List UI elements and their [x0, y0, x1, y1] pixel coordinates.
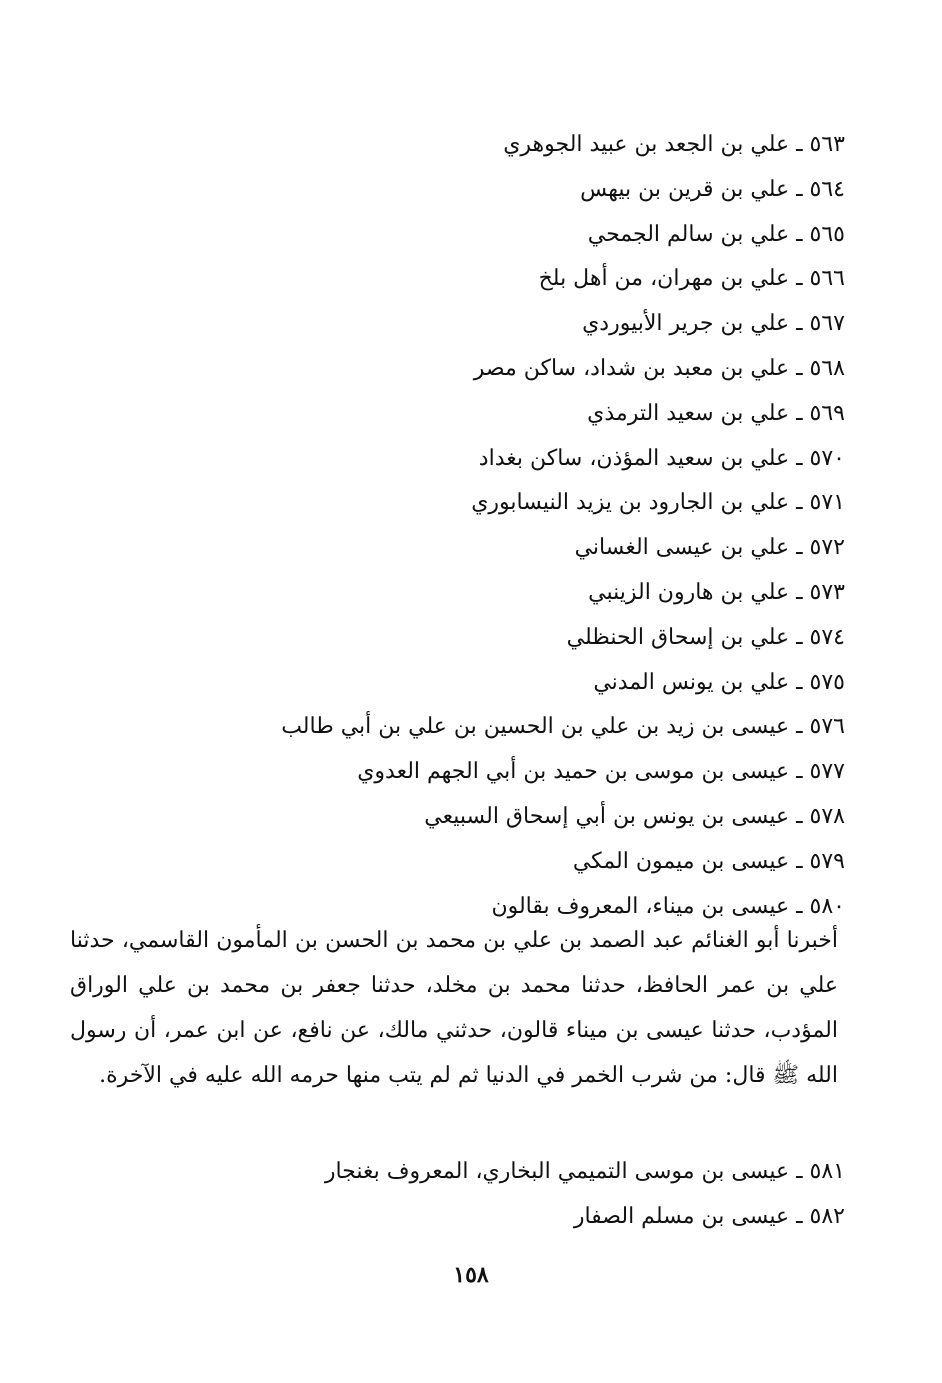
- list-item: ٥٨٠ ـ عيسى بن ميناء، المعروف بقالون: [491, 893, 845, 919]
- entries-list-continued: [65, 1150, 845, 1240]
- list-item: ٥٧٥ ـ علي بن يونس المدني: [593, 669, 845, 695]
- list-item: ٥٧٣ ـ علي بن هارون الزينبي: [588, 579, 845, 605]
- list-item: ٥٧٩ ـ عيسى بن ميمون المكي: [572, 848, 845, 874]
- list-item: ٥٧٨ ـ عيسى بن يونس بن أبي إسحاق السبيعي: [424, 803, 845, 829]
- page-number: ١٥٨: [453, 1262, 489, 1288]
- list-item: ٥٧٢ ـ علي بن عيسى الغساني: [574, 535, 845, 561]
- list-item: ٥٨١ ـ عيسى بن موسى التميمي البخاري، المعروف بغنجار: [324, 1159, 845, 1184]
- list-item: ٥٦٣ ـ علي بن الجعد بن عبيد الجوهري: [503, 132, 845, 157]
- list-item: ٥٧٦ ـ عيسى بن زيد بن علي بن الحسين بن علي بن أبي طالب: [281, 714, 845, 740]
- hadith-narration: أخبرنا أبو الغنائم عبد الصمد بن علي بن محمد بن الحسن بن المأمون القاسمي، حدثنا علي بن عمر الحافظ، حدثنا محمد بن مخلد، حدثنا جعفر بن محمد بن علي الوراق المؤدب، حدثنا عيسى بن ميناء قالون، حدثني مالك، عن نافع، عن ابن عمر، أن رسول الله ﷺ قال: من شرب الخمر في الدنيا ثم لم يتب منها حرمه الله عليه في الآخرة.: [70, 928, 838, 1088]
- list-item: ٥٦٨ ـ علي بن معبد بن شداد، ساكن مصر: [473, 355, 845, 381]
- list-item: ٥٦٥ ـ علي بن سالم الجمحي: [587, 221, 845, 247]
- list-item: ٥٧٧ ـ عيسى بن موسى بن حميد بن أبي الجهم العدوي: [357, 759, 845, 785]
- entries-list: [65, 123, 845, 929]
- list-item: ٥٦٦ ـ علي بن مهران، من أهل بلخ: [538, 266, 845, 292]
- list-item: ٥٧٤ ـ علي بن إسحاق الحنظلي: [566, 624, 845, 650]
- list-item: ٥٨٢ ـ عيسى بن مسلم الصفار: [573, 1203, 845, 1229]
- list-item: ٥٦٩ ـ علي بن سعيد الترمذي: [587, 400, 845, 426]
- list-item: ٥٦٧ ـ علي بن جرير الأبيوردي: [582, 311, 845, 337]
- list-item: ٥٦٤ ـ علي بن قرين بن بيهس: [580, 176, 845, 202]
- list-item: ٥٧١ ـ علي بن الجارود بن يزيد النيسابوري: [471, 490, 845, 516]
- list-item: ٥٧٠ ـ علي بن سعيد المؤذن، ساكن بغداد: [478, 445, 845, 471]
